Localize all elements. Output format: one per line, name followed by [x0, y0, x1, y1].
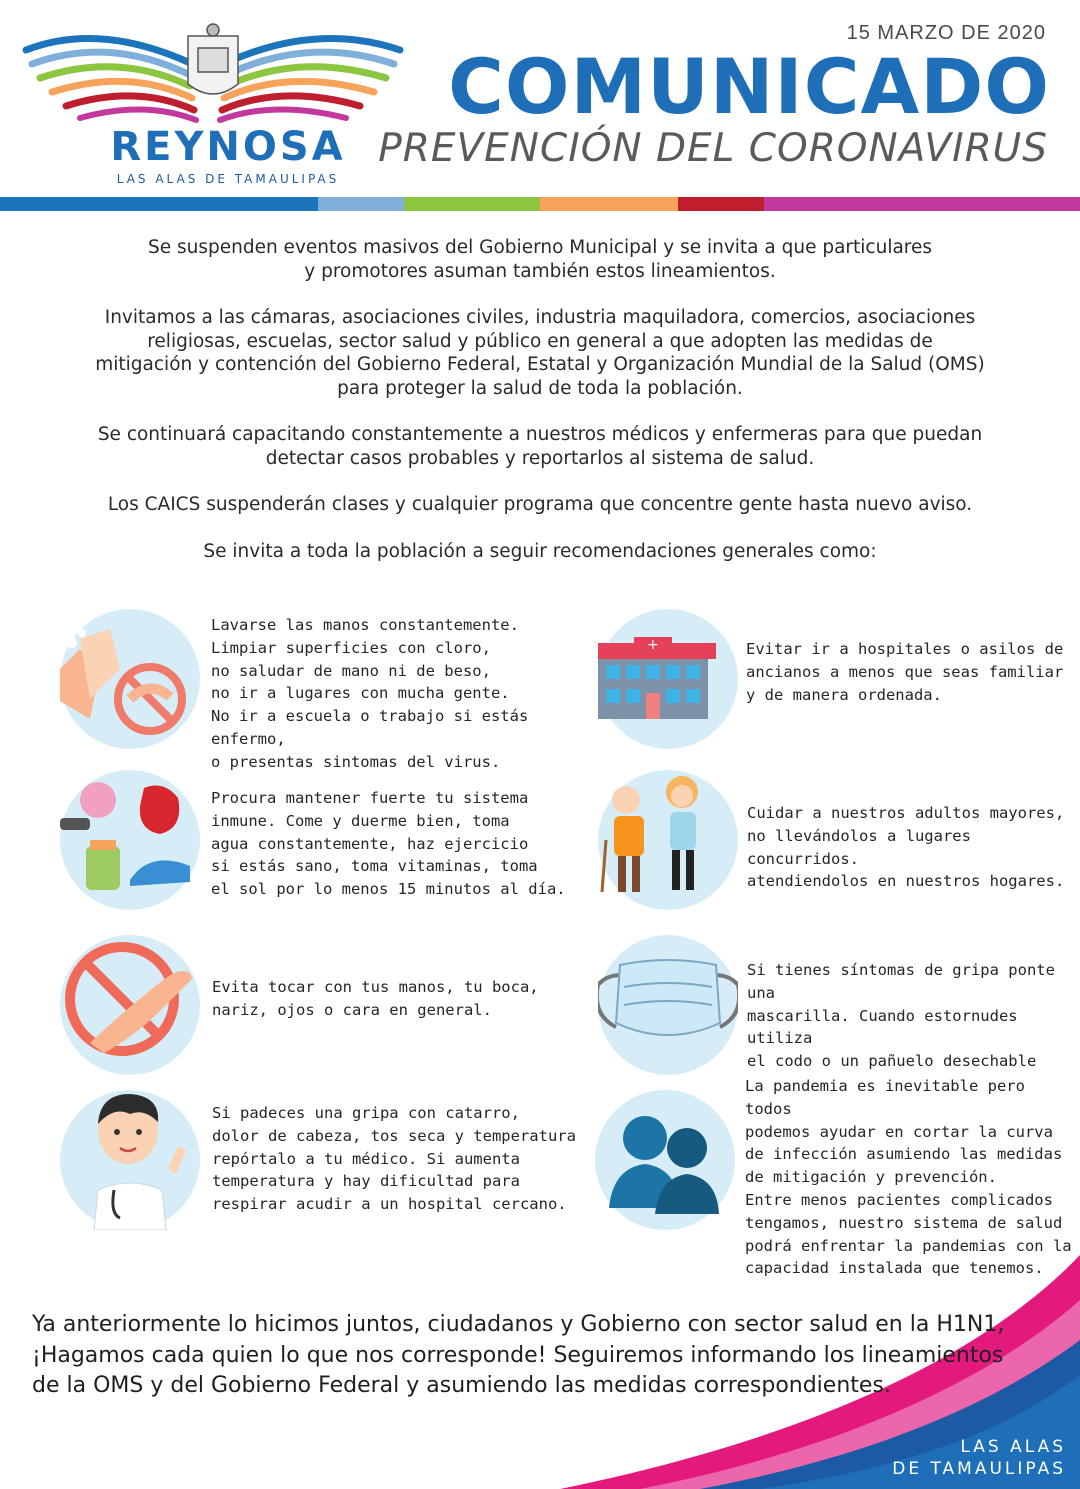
healthy-lifestyle-icon	[60, 770, 200, 910]
color-divider-bar	[0, 197, 1080, 211]
closing-message: Ya anteriormente lo hicimos juntos, ciudadanos y Gobierno con sector salud en la H1N1, ¡Hagamos cada quien lo que nos corresponde! Seguiremos informando los lineamientos de la OMS y del Gobierno Federal y asumiendo las medidas correspondientes.	[32, 1312, 1005, 1398]
hospital-icon	[598, 609, 738, 749]
recommendation-text: Lavarse las manos constantemente. Limpiar superficies con cloro, no saludar de mano ni de beso, no ir a lugares con mucha gente. No ir a escuela o trabajo si estás enfermo, o presentas sintomas del virus.	[211, 616, 529, 771]
doctor-icon	[60, 1090, 200, 1230]
recommendation-text: Si tienes síntomas de gripa ponte una mascarilla. Cuando estornudes utiliza el codo o un pañuelo desechable	[747, 961, 1055, 1071]
svg-text:+: +	[647, 637, 659, 653]
people-icon	[595, 1090, 735, 1230]
handwashing-icon	[60, 609, 200, 749]
intro-paragraph: Se invita a toda la población a seguir recomendaciones generales como:	[203, 540, 877, 562]
face-mask-icon	[598, 935, 738, 1075]
coat-of-arms-icon	[188, 24, 238, 94]
logo-tagline: LAS ALAS DE TAMAULIPAS	[116, 172, 340, 186]
recommendation-text: Procura mantener fuerte tu sistema inmune. Come y duerme bien, toma agua constantemente, haz ejercicio si estás sano, toma vitaminas, toma el sol por lo menos 15 minutos al día.	[211, 789, 566, 899]
footer-tagline: LAS ALAS DE TAMAULIPAS	[892, 1437, 1066, 1479]
intro-paragraph: Se suspenden eventos masivos del Gobierno Municipal y se invita a que particulares y promotores asuman también estos lineamientos.	[147, 237, 933, 282]
page-subtitle: PREVENCIÓN DEL CORONAVIRUS	[378, 126, 1048, 171]
page-title: COMUNICADO	[448, 42, 1050, 131]
no-touch-face-icon	[60, 935, 200, 1075]
date-label: 15 MARZO DE 2020	[846, 22, 1046, 44]
elderly-care-icon	[598, 770, 738, 910]
reynosa-logo	[18, 22, 408, 186]
wings-icon	[18, 22, 438, 132]
logo-name: REYNOSA	[110, 124, 346, 170]
recommendation-text: La pandemia es inevitable pero todos podemos ayudar en cortar la curva de infección asumiendo las medidas de mitigación y prevención. Entre menos pacientes complicados tengamos, nuestro sistema de salud podrá enfrentar la pandemias con la capacidad instalada que tenemos.	[745, 1077, 1072, 1278]
intro-section	[80, 236, 1000, 586]
recommendation-text: Evitar ir a hospitales o asilos de ancianos a menos que seas familiar y de manera ordenada.	[746, 640, 1064, 704]
recommendation-text: Cuidar a nuestros adultos mayores, no llevándolos a lugares concurridos. atendiendolos en nuestros hogares.	[747, 804, 1065, 891]
recommendation-text: Evita tocar con tus manos, tu boca, nariz, ojos o cara en general.	[212, 978, 539, 1019]
intro-paragraph: Invitamos a las cámaras, asociaciones civiles, industria maquiladora, comercios, asociaciones religiosas, escuelas, sector salud y público en general a que adopten las medidas de mitigación y contención del Gobierno Federal, Estatal y Organización Mundial de la Salud (OMS) para proteger la salud de toda la población.	[95, 307, 985, 399]
intro-paragraph: Se continuará capacitando constantemente a nuestros médicos y enfermeras para que puedan detectar casos probables y reportarlos al sistema de salud.	[97, 424, 983, 469]
recommendation-text: Si padeces una gripa con catarro, dolor de cabeza, tos seca y temperatura repórtalo a tu médico. Si aumenta temperatura y hay dificultad para respirar acudir a un hospital cercano.	[212, 1104, 576, 1214]
intro-paragraph: Los CAICS suspenderán clases y cualquier programa que concentre gente hasta nuevo aviso.	[107, 494, 973, 515]
